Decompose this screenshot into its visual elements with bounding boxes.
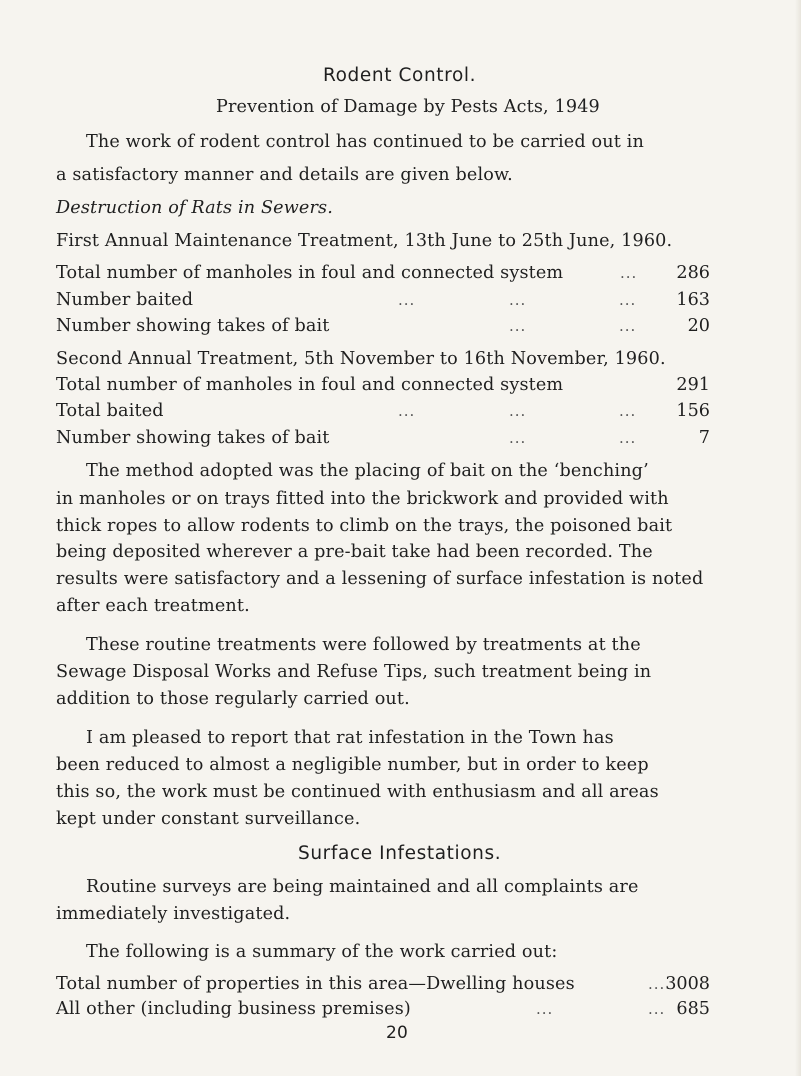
method-line: in manholes or on trays fitted into the brickwork and provided with <box>56 489 669 509</box>
method-line: thick ropes to allow rodents to climb on the trays, the poisoned bait <box>56 516 673 536</box>
method-line: results were satisfactory and a lessening of surface infestation is noted <box>56 569 704 589</box>
method-line: The method adopted was the placing of bait on the ‘benching’ <box>86 461 649 481</box>
first-row-value: 286 <box>676 263 710 283</box>
leader-dots: ... <box>536 1000 554 1018</box>
first-treatment-title: First Annual Maintenance Treatment, 13th June to 25th June, 1960. <box>56 231 673 251</box>
leader-dots: ... <box>398 402 416 420</box>
surveys-line: Routine surveys are being maintained and all complaints are <box>86 877 639 897</box>
leader-dots: ... <box>648 975 666 993</box>
leader-dots: ... <box>509 317 527 335</box>
leader-dots: ... <box>620 264 638 282</box>
first-row-label: Total number of manholes in foul and connected system <box>56 263 564 283</box>
leader-dots: ... <box>619 402 637 420</box>
second-row-label: Total baited <box>56 401 164 421</box>
leader-dots: ... <box>619 317 637 335</box>
leader-dots: ... <box>509 429 527 447</box>
leader-dots: ... <box>619 291 637 309</box>
leader-dots: ... <box>619 429 637 447</box>
page-number: 20 <box>386 1023 408 1043</box>
leader-dots: ... <box>509 402 527 420</box>
first-row-label: Number baited <box>56 290 194 310</box>
properties-row-label: All other (including business premises) <box>56 999 411 1019</box>
properties-row-value: 3008 <box>665 974 710 994</box>
report-line: kept under constant surveillance. <box>56 809 361 829</box>
second-row-value: 156 <box>676 401 710 421</box>
sewers-heading: Destruction of Rats in Sewers. <box>56 198 333 218</box>
method-line: after each treatment. <box>56 596 250 616</box>
second-treatment-title: Second Annual Treatment, 5th November to 16th November, 1960. <box>56 349 666 369</box>
report-line: this so, the work must be continued with enthusiasm and all areas <box>56 782 659 802</box>
report-line: been reduced to almost a negligible number, but in order to keep <box>56 755 649 775</box>
routine-line: Sewage Disposal Works and Refuse Tips, such treatment being in <box>56 662 652 682</box>
first-row-value: 20 <box>687 316 710 336</box>
page-subtitle: Prevention of Damage by Pests Acts, 1949 <box>216 97 600 117</box>
properties-row-label: Total number of properties in this area—Dwelling houses <box>56 974 575 994</box>
second-row-value: 291 <box>676 375 710 395</box>
routine-line: addition to those regularly carried out. <box>56 689 410 709</box>
summary-intro: The following is a summary of the work carried out: <box>86 942 558 962</box>
second-row-value: 7 <box>698 428 710 448</box>
second-row-label: Number showing takes of bait <box>56 428 330 448</box>
page-edge-shadow <box>795 0 801 1076</box>
intro-line-1: The work of rodent control has continued to be carried out in <box>86 132 644 152</box>
routine-line: These routine treatments were followed by treatments at the <box>86 635 641 655</box>
properties-row-value: 685 <box>676 999 710 1019</box>
leader-dots: ... <box>648 1000 666 1018</box>
page-title: Rodent Control. <box>323 65 477 86</box>
first-row-value: 163 <box>676 290 710 310</box>
first-row-label: Number showing takes of bait <box>56 316 330 336</box>
leader-dots: ... <box>398 291 416 309</box>
method-line: being deposited wherever a pre-bait take had been recorded. The <box>56 542 653 562</box>
surveys-line: immediately investigated. <box>56 904 291 924</box>
report-line: I am pleased to report that rat infestation in the Town has <box>86 728 614 748</box>
second-row-label: Total number of manholes in foul and connected system <box>56 375 564 395</box>
leader-dots: ... <box>509 291 527 309</box>
intro-line-2: a satisfactory manner and details are given below. <box>56 165 513 185</box>
surface-heading: Surface Infestations. <box>298 843 502 864</box>
